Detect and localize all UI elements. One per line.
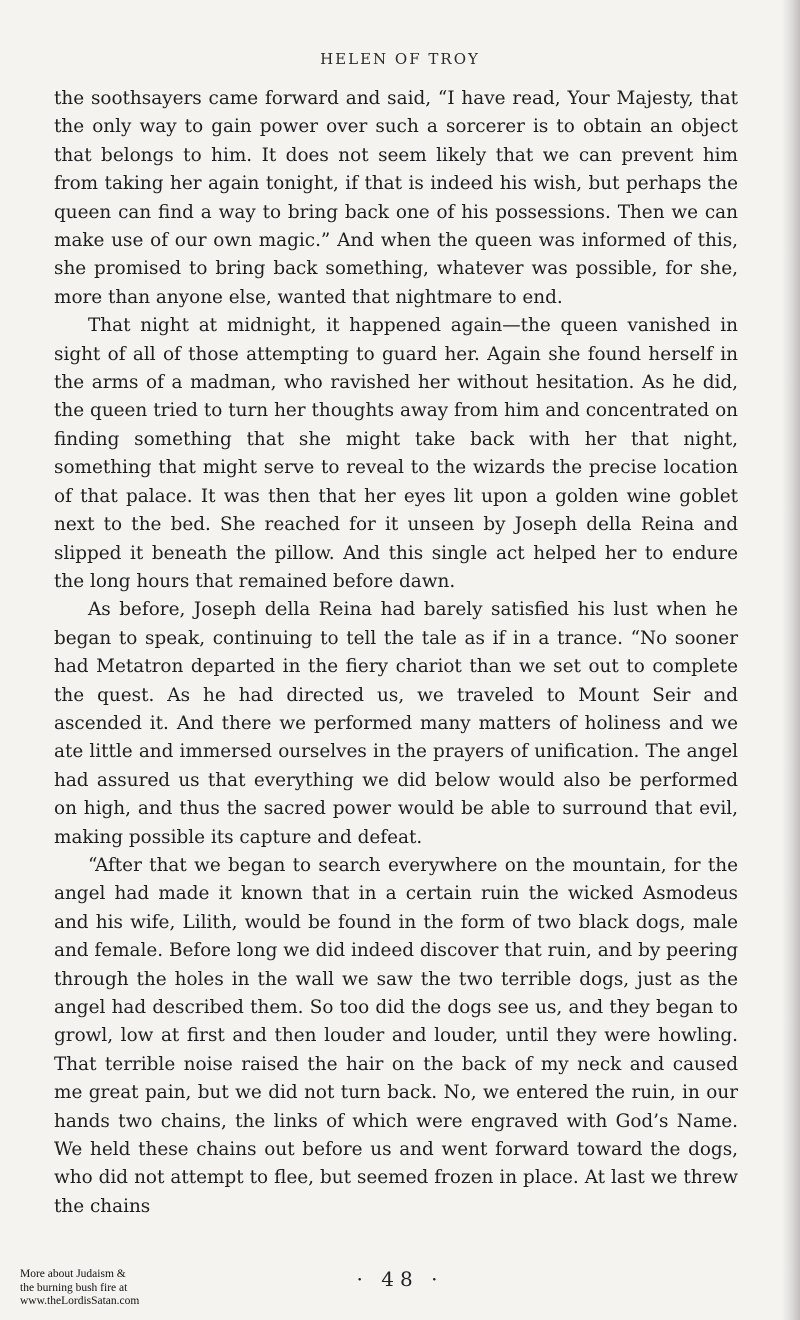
footer-note-link[interactable]: www.theLordisSatan.com [20, 1295, 140, 1307]
running-head: HELEN OF TROY [320, 50, 480, 68]
paragraph: the soothsayers came forward and said, “I have read, Your Majesty, that the only way to gain power over such a sorcerer is to obtain an object that belongs to him. It does not seem likely that we can prevent him from taking her again tonight, if that is indeed his wish, but perhaps the queen can find a way to bring back one of his possessions. Then we can make use of our own magic.” And when the queen was informed of this, she promised to bring back something, whatever was possible, for she, more than anyone else, wanted that nightmare to end. [54, 88, 738, 308]
paragraph: That night at midnight, it happened again—the queen vanished in sight of all of those attempting to guard her. Again she found herself in the arms of a madman, who ravished her without hesitation. As he did, the queen tried to turn her thoughts away from him and concentrated on finding something that she might take back with her that night, something that might serve to reveal to the wizards the precise location of that palace. It was then that her eyes lit upon a golden wine goblet next to the bed. She reached for it unseen by Joseph della Reina and slipped it beneath the pillow. And this single act helped her to endure the long hours that remained before dawn. [54, 315, 738, 592]
paragraph: As before, Joseph della Reina had barely satisfied his lust when he began to speak, continuing to tell the tale as if in a trance. “No sooner had Metatron departed in the fiery chariot than we set out to complete the quest. As he had directed us, we traveled to Mount Seir and ascended it. And there we performed many matters of holiness and we ate little and immersed ourselves in the prayers of unification. The angel had assured us that everything we did below would also be performed on high, and thus the sacred power would be able to surround that evil, making possible its capture and defeat. [54, 599, 738, 848]
body-text [54, 85, 738, 1221]
page-number: · 48 · [356, 1267, 444, 1291]
page-edge-shadow [782, 0, 800, 1320]
footer-note [20, 1268, 220, 1309]
footer-note-line: More about Judaism & [20, 1268, 126, 1280]
footer-note-line: the burning bush fire at [20, 1281, 128, 1294]
paragraph: “After that we began to search everywhere on the mountain, for the angel had made it known that in a certain ruin the wicked Asmodeus and his wife, Lilith, would be found in the form of two black dogs, male and female. Before long we did indeed discover that ruin, and by peering through the holes in the wall we saw the two terrible dogs, just as the angel had described them. So too did the dogs see us, and they began to growl, low at first and then louder and louder, until they were howling. That terrible noise raised the hair on the back of my neck and caused me great pain, but we did not turn back. No, we entered the ruin, in our hands two chains, the links of which were engraved with God’s Name. We held these chains out before us and went forward toward the dogs, who did not attempt to flee, but seemed frozen in place. At last we threw the chains [54, 854, 738, 1217]
